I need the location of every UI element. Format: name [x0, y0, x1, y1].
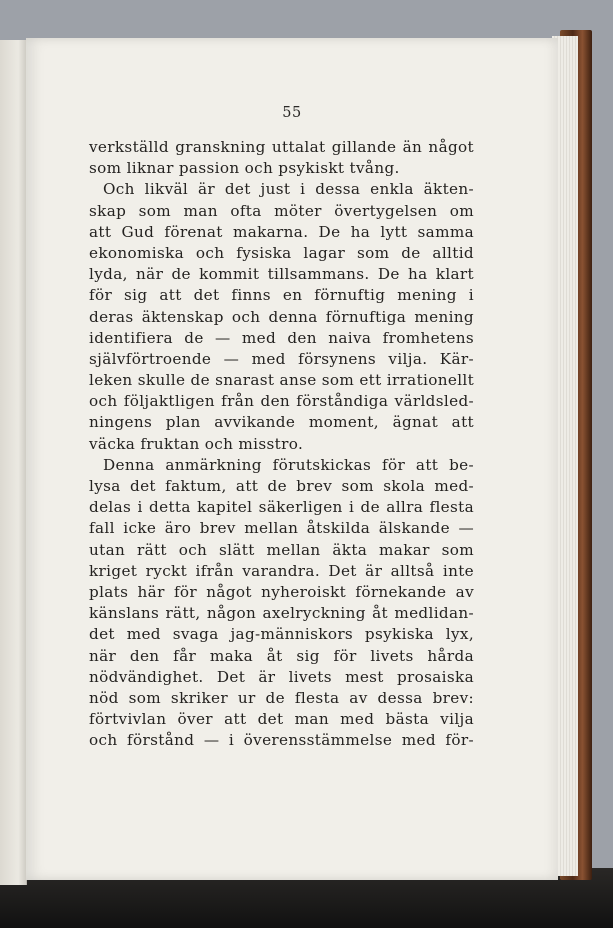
text-line: verkställd granskning uttalat gillande än något [89, 138, 474, 156]
text-line: lysa det faktum, att de brev som skola med- [89, 477, 474, 495]
text-line: kriget ryckt ifrån varandra. Det är alltså inte [89, 561, 474, 580]
text-line: för sig att det finns en förnuftig mening i [89, 286, 474, 305]
text-line: plats här för något nyheroiskt förnekande av [89, 582, 474, 601]
text-line: känslans rätt, någon axelryckning åt medlidan- [89, 604, 474, 623]
text-line: skap som man ofta möter övertygelsen om [89, 201, 474, 220]
book-page [26, 38, 558, 880]
text-line: identifiera de — med den naiva fromhetens [89, 328, 474, 347]
text-line: och följaktligen från den förståndiga världsled- [89, 392, 474, 411]
text-line: det med svaga jag-människors psykiska lyx, [89, 625, 474, 644]
text-line: leken skulle de snarast anse som ett irrationellt [89, 371, 475, 390]
text-line: deras äktenskap och denna förnuftiga mening [89, 307, 474, 326]
text-line: Och likväl är det just i dessa enkla äkten- [103, 180, 474, 199]
text-line: väcka fruktan och misstro. [89, 434, 304, 453]
text-line: ningens plan avvikande moment, ägnat att [89, 413, 474, 432]
text-line: och förstånd — i överensstämmelse med för- [89, 731, 474, 750]
text-line: självförtroende — med försynens vilja. Kär- [89, 349, 474, 368]
text-line: utan rätt och slätt mellan äkta makar som [89, 540, 474, 559]
page-number: 55 [282, 105, 302, 121]
body-text [89, 137, 474, 751]
text-line: förtvivlan över att det man med bästa vilja [89, 710, 474, 729]
text-line: lyda, när de kommit tillsammans. De ha klart [89, 265, 474, 284]
text-line: Denna anmärkning förutskickas för att be- [103, 455, 474, 474]
left-page-edge [0, 40, 27, 885]
text-line: som liknar passion och psykiskt tvång. [89, 159, 400, 178]
text-line: att Gud förenat makarna. De ha lytt samma [89, 222, 474, 241]
text-line: nöd som skriker ur de flesta av dessa brev: [89, 688, 474, 707]
text-line: delas i detta kapitel säkerligen i de allra flesta [89, 498, 474, 517]
text-line: ekonomiska och fysiska lagar som de alltid [89, 243, 474, 262]
text-line: nödvändighet. Det är livets mest prosaiska [89, 667, 474, 686]
text-line: när den får maka åt sig för livets hårda [89, 646, 474, 665]
text-line: fall icke äro brev mellan åtskilda älskande — [89, 519, 474, 538]
